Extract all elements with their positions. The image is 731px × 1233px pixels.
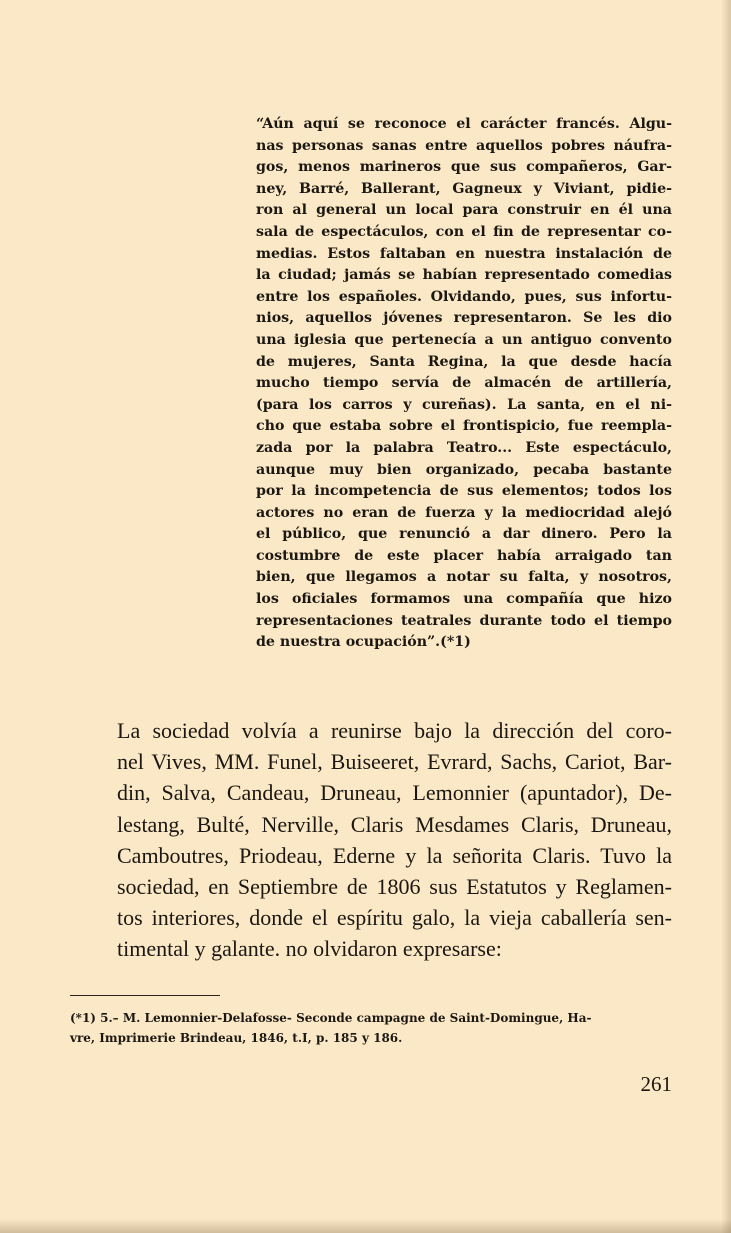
page-bottom-shadow [0, 1219, 731, 1233]
quote-line: costumbre de este placer había arraigado tan [256, 547, 672, 564]
quote-line: los oficiales formamos una compañía que hizo [256, 591, 672, 608]
quote-line: zada por la palabra Teatro... Este espectáculo, [256, 439, 672, 456]
quote-line: sala de espectáculos, con el fin de representar co- [256, 223, 672, 240]
quote-line: por la incompetencia de sus elementos; todos los [256, 483, 672, 500]
quote-line: la ciudad; jamás se habían representado comedias [256, 267, 672, 284]
body-line: sociedad, en Septiembre de 1806 sus Estatutos y Reglamen- [117, 874, 672, 900]
body-line: lestang, Bulté, Nerville, Claris Mesdames Claris, Druneau, [117, 811, 672, 837]
quote-line: una iglesia que pertenecía a un antiguo convento [256, 331, 672, 348]
footnote-rule [70, 995, 220, 996]
page-edge-shadow [721, 0, 731, 1233]
body-line: din, Salva, Candeau, Druneau, Lemonnier (apuntador), De- [117, 780, 672, 806]
footnote-line: (*1) 5.– M. Lemonnier-Delafosse- Seconde campagne de Saint-Domingue, Ha- [70, 1011, 592, 1025]
quote-line: (para los carros y cureñas). La santa, en el ni- [256, 396, 672, 413]
body-line: timental y galante. no olvidaron expresarse: [117, 936, 502, 962]
quote-line: de mujeres, Santa Regina, la que desde hacía [256, 353, 672, 370]
quote-line: gos, menos marineros que sus compañeros, Gar- [256, 159, 672, 176]
quote-line: el público, que renunció a dar dinero. Pero la [256, 526, 672, 543]
quote-line: aunque muy bien organizado, pecaba bastante [256, 461, 672, 478]
footnote [70, 1008, 670, 1048]
quote-line: mucho tiempo servía de almacén de artillería, [256, 375, 672, 392]
quote-line: de nuestra ocupación”.(*1) [256, 634, 471, 651]
body-line: nel Vives, MM. Funel, Buiseeret, Evrard, Sachs, Cariot, Bar- [117, 749, 672, 775]
quote-line: ney, Barré, Ballerant, Gagneux y Viviant, pidie- [256, 180, 672, 197]
quote-line: nios, aquellos jóvenes representaron. Se les dio [256, 310, 672, 327]
footnote-line: vre, Imprimerie Brindeau, 1846, t.I, p. 185 y 186. [70, 1031, 403, 1045]
quote-line: actores no eran de fuerza y la mediocridad alejó [256, 504, 672, 521]
quote-line: “Aún aquí se reconoce el carácter francés. Algu- [256, 116, 672, 132]
block-quote [256, 114, 672, 654]
quote-line: bien, que llegamos a notar su falta, y nosotros, [256, 569, 672, 586]
body-line: Camboutres, Priodeau, Ederne y la señorita Claris. Tuvo la [117, 842, 672, 868]
quote-line: representaciones teatrales durante todo el tiempo [256, 612, 672, 629]
quote-line: medias. Estos faltaban en nuestra instalación de [256, 245, 672, 262]
body-line: tos interiores, donde el espíritu galo, la vieja caballería sen- [117, 905, 672, 931]
body-paragraph [117, 715, 672, 965]
quote-line: ron al general un local para construir en él una [256, 202, 672, 219]
quote-line: cho que estaba sobre el frontispicio, fue reempla- [256, 418, 672, 435]
quote-line: nas personas sanas entre aquellos pobres náufra- [256, 137, 672, 154]
quote-line: entre los españoles. Olvidando, pues, sus infortu- [256, 288, 672, 305]
body-line: La sociedad volvía a reunirse bajo la dirección del coro- [117, 718, 672, 743]
page-number: 261 [640, 1072, 672, 1096]
